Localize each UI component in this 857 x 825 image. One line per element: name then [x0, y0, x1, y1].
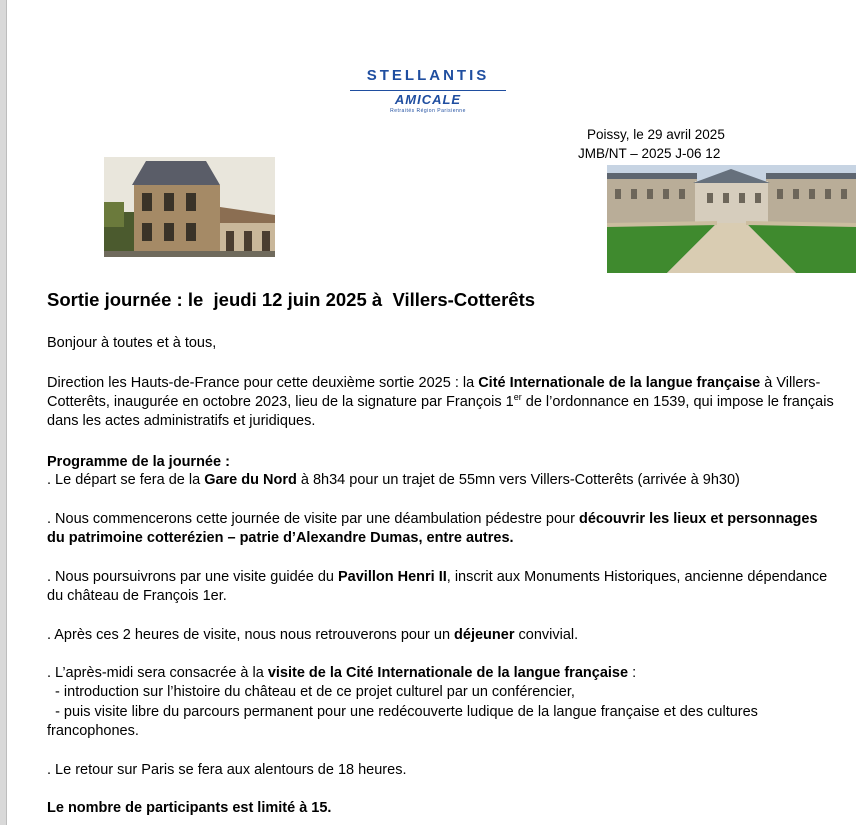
program-heading: [47, 453, 837, 472]
departure-text-1: . Le départ se fera de la: [47, 472, 205, 488]
walk-paragraph: [47, 510, 837, 548]
departure-text-2: à 8h34 pour un trajet de 55mn vers Villers-Cotterêts (arrivée à 9h30): [296, 472, 740, 488]
lunch-bold-text: déjeuner: [454, 627, 515, 643]
lunch-text-1: . Après ces 2 heures de visite, nous nous retrouverons pour un: [47, 627, 455, 643]
page-edge-line: [6, 0, 7, 825]
place-date: Poissy, le 29 avril 2025: [587, 127, 725, 142]
departure-bold-station: Gare du Nord: [204, 472, 297, 488]
return-paragraph: . Le retour sur Paris se fera aux alentours de 18 heures.: [47, 762, 407, 778]
afternoon-text-1: . L’après-midi sera consacrée à la: [47, 665, 268, 681]
intro-text-3: de l’ordonnance en 1539, qui impose le français dans les actes administratifs et juridiques.: [47, 394, 834, 429]
pavilion-text-1: . Nous poursuivrons par une visite guidée du: [47, 569, 338, 585]
document-title: Sortie journée : le jeudi 12 juin 2025 à Villers-Cotterêts: [47, 289, 536, 310]
walk-text-1: . Nous commencerons cette journée de visite par une déambulation pédestre pour: [47, 511, 579, 527]
pavilion-text-2: , inscrit aux Monuments Historiques, ancienne dépendance du château de François 1er.: [47, 569, 828, 604]
logo-brand: STELLANTIS: [366, 67, 490, 84]
afternoon-item-1: - introduction sur l’histoire du château et de ce projet culturel par un conférencier,: [47, 684, 575, 700]
pavilion-photo: [104, 157, 275, 257]
walk-bold-text: découvrir les lieux et personnages du patrimoine cotterézien – patrie d’Alexandre Dumas, entre autres.: [47, 511, 818, 546]
intro-superscript: er: [513, 392, 522, 403]
pavilion-illustration: [104, 157, 275, 257]
afternoon-bold-visit: visite de la Cité Internationale de la langue française: [267, 665, 629, 681]
intro-text-2: à Villers-Cotterêts, inaugurée en octobre 2023, lieu de la signature par François 1: [47, 375, 821, 410]
intro-paragraph: [47, 374, 837, 431]
afternoon-item-2: - puis visite libre du parcours permanent pour une redécouverte ludique de la langue française et des cultures francophones.: [47, 704, 762, 739]
logo-sub: AMICALE: [394, 92, 462, 107]
reference: JMB/NT – 2025 J-06 12: [578, 146, 721, 161]
departure-paragraph: [47, 471, 837, 490]
participants-limit-text: Le nombre de participants est limité à 15.: [47, 800, 332, 816]
pavilion-bold-name: Pavillon Henri II: [337, 569, 447, 585]
greeting: Bonjour à toutes et à tous,: [47, 335, 217, 351]
program-heading-text: Programme de la journée :: [47, 454, 230, 470]
pavilion-paragraph: [47, 568, 837, 606]
intro-text-1: Direction les Hauts-de-France pour cette deuxième sortie 2025 : la: [47, 375, 479, 391]
logo-rule: [350, 90, 506, 91]
chateau-illustration: [607, 165, 856, 273]
participants-limit: [47, 799, 837, 818]
intro-bold-cite: Cité Internationale de la langue française: [478, 375, 761, 391]
afternoon-text-2: :: [628, 665, 637, 681]
lunch-paragraph: [47, 626, 837, 645]
lunch-text-2: convivial.: [514, 627, 579, 643]
stellantis-amicale-logo: [348, 66, 508, 118]
logo-tagline: Retraités Région Parisienne: [390, 108, 466, 114]
chateau-courtyard-photo: [607, 165, 856, 273]
afternoon-paragraph: [47, 664, 837, 683]
